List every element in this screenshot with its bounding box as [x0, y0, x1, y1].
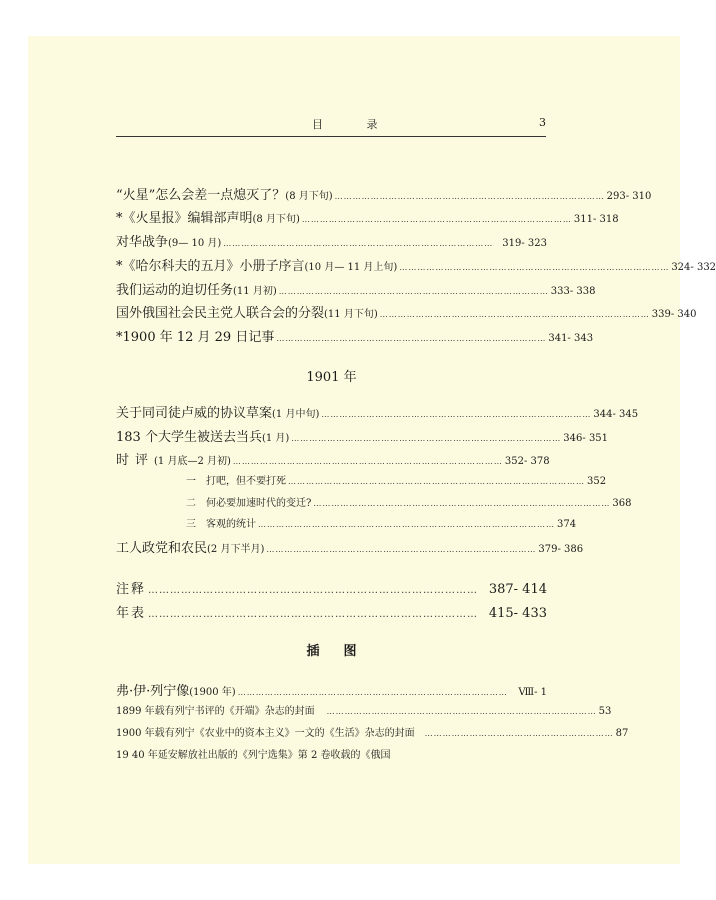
appendix-pages: 387- 414	[488, 582, 547, 597]
entry-title: 我们运动的迫切任务	[116, 283, 234, 298]
leader-dots: ………………………………………………………………………………	[237, 688, 508, 697]
sub-entry-title: 二 何必要加速时代的变迁?	[186, 498, 312, 509]
leader-dots: ………………………………………………………………………………	[223, 239, 494, 248]
toc-entry[interactable]	[116, 537, 584, 557]
illustration-pages: Ⅷ- 1	[518, 687, 547, 698]
entry-pages: 311- 318	[573, 214, 619, 225]
illustration-note: (1900 年)	[189, 687, 236, 698]
appendix-pages: 415- 433	[488, 606, 547, 621]
illustration-title: 1900 年载有列宁《农业中的资本主义》一文的《生活》杂志的封面	[116, 728, 415, 739]
entry-note: (11 月初)	[233, 286, 277, 297]
entry-pages: 344- 345	[593, 409, 639, 420]
entry-pages: 341- 343	[548, 333, 594, 344]
toc-entry[interactable]	[116, 426, 609, 446]
appendix-title: 注释	[116, 582, 147, 597]
appendix-title: 年表	[116, 606, 147, 621]
entry-note: (8 月下旬)	[252, 214, 300, 225]
illustration-title: 1899 年载有列宁书评的《开端》杂志的封面	[116, 706, 315, 717]
illustration-entry[interactable]	[116, 702, 612, 722]
entry-title: 183 个大学生被送去当兵	[116, 430, 262, 445]
section-heading-illustrations: 插图	[306, 644, 381, 659]
leader-dots: ………………………………………………………………………………	[148, 585, 479, 596]
entry-note: (10 月— 11 月上旬)	[304, 262, 398, 273]
entry-title: *《哈尔科夫的五月》小册子序言	[116, 259, 305, 274]
illustration-title: 19 40 年延安解放社出版的《列宁选集》第 2 卷收载的《俄国	[116, 750, 391, 761]
section-heading-1901: 1901 年	[306, 370, 357, 385]
toc-appendix-entry[interactable]	[116, 578, 547, 598]
leader-dots: ………………………………………………………………………………	[379, 310, 650, 319]
toc-entry[interactable]	[116, 231, 547, 251]
leader-dots: ………………………………………………………………………………	[399, 263, 670, 272]
entry-title: *《火星报》编辑部声明	[116, 211, 253, 226]
leader-dots: ………………………………………………………………………………………	[288, 477, 585, 486]
entry-note: (11 月下旬)	[324, 309, 378, 320]
entry-title: 时评	[116, 453, 155, 468]
sub-entry-pages: 368	[612, 498, 632, 509]
header-page-number: 3	[539, 116, 546, 129]
entry-note: (9— 10 月)	[168, 238, 222, 249]
leader-dots: ………………………………………………………………………………	[326, 707, 597, 716]
entry-pages: 352- 378	[504, 456, 550, 467]
entry-pages: 319- 323	[502, 238, 547, 249]
illustration-entry[interactable]	[116, 746, 547, 766]
leader-dots: ………………………………………………………………………………	[334, 192, 605, 201]
leader-dots: ………………………………………………………	[424, 729, 614, 738]
illustration-entry[interactable]	[116, 724, 629, 744]
entry-title: *1900 年 12 月 29 日记事	[116, 330, 275, 345]
illustration-entry[interactable]	[116, 680, 547, 700]
toc-sub-entry[interactable]	[186, 515, 577, 535]
sub-entry-title: 一 打吧，但不要打死	[186, 476, 286, 487]
entry-note: (1 月中旬)	[272, 409, 320, 420]
toc-entry[interactable]	[116, 326, 594, 346]
toc-appendix-entry[interactable]	[116, 602, 547, 622]
entry-note: (1 月底—2 月初)	[154, 456, 231, 467]
entry-title: 对华战争	[116, 235, 169, 250]
entry-pages: 339- 340	[651, 309, 697, 320]
leader-dots: ………………………………………………………………………………………	[313, 499, 611, 508]
entry-pages: 324- 332	[671, 262, 716, 273]
page-header	[116, 114, 546, 137]
leader-dots: ………………………………………………………………………………	[266, 545, 537, 554]
toc-entry[interactable]	[116, 449, 550, 469]
leader-dots: ………………………………………………………………………………	[301, 215, 572, 224]
leader-dots: ………………………………………………………………………………	[276, 334, 547, 343]
entry-title: 国外俄国社会民主党人联合会的分裂	[116, 306, 325, 321]
entry-pages: 379- 386	[538, 544, 584, 555]
toc-entry[interactable]	[116, 402, 639, 422]
toc-sub-entry[interactable]	[186, 472, 607, 492]
toc-entry[interactable]	[116, 184, 652, 204]
illustration-title: 弗·伊·列宁像	[116, 684, 190, 699]
header-title: 目 录	[312, 118, 398, 131]
toc-entry[interactable]	[116, 302, 697, 322]
entry-title: “火星”怎么会差一点熄灭了？	[116, 188, 286, 203]
entry-pages: 293- 310	[606, 191, 652, 202]
entry-note: (8 月下旬)	[285, 191, 333, 202]
entry-pages: 346- 351	[563, 433, 609, 444]
illustration-pages: 87	[615, 728, 629, 739]
entry-note: (1 月)	[261, 433, 290, 444]
leader-dots: ………………………………………………………………………………	[148, 609, 479, 620]
leader-dots: ………………………………………………………………………………	[291, 434, 562, 443]
leader-dots: ………………………………………………………………………………	[278, 287, 549, 296]
entry-title: 关于同司徒卢威的协议草案	[116, 406, 273, 421]
toc-sub-entry[interactable]	[186, 494, 632, 514]
leader-dots: ………………………………………………………………………………	[321, 410, 592, 419]
toc-entry[interactable]	[116, 207, 619, 227]
toc-entry[interactable]	[116, 255, 716, 275]
leader-dots: ………………………………………………………………………………	[232, 457, 503, 466]
entry-note: (2 月下半月)	[207, 544, 265, 555]
sub-entry-pages: 374	[557, 519, 577, 530]
sub-entry-pages: 352	[587, 476, 607, 487]
entry-pages: 333- 338	[550, 286, 596, 297]
entry-title: 工人政党和农民	[116, 541, 208, 556]
illustration-pages: 53	[598, 706, 612, 717]
sub-entry-title: 三 客观的统计	[186, 519, 256, 530]
leader-dots: ………………………………………………………………………………………	[258, 520, 555, 529]
toc-entry[interactable]	[116, 279, 596, 299]
